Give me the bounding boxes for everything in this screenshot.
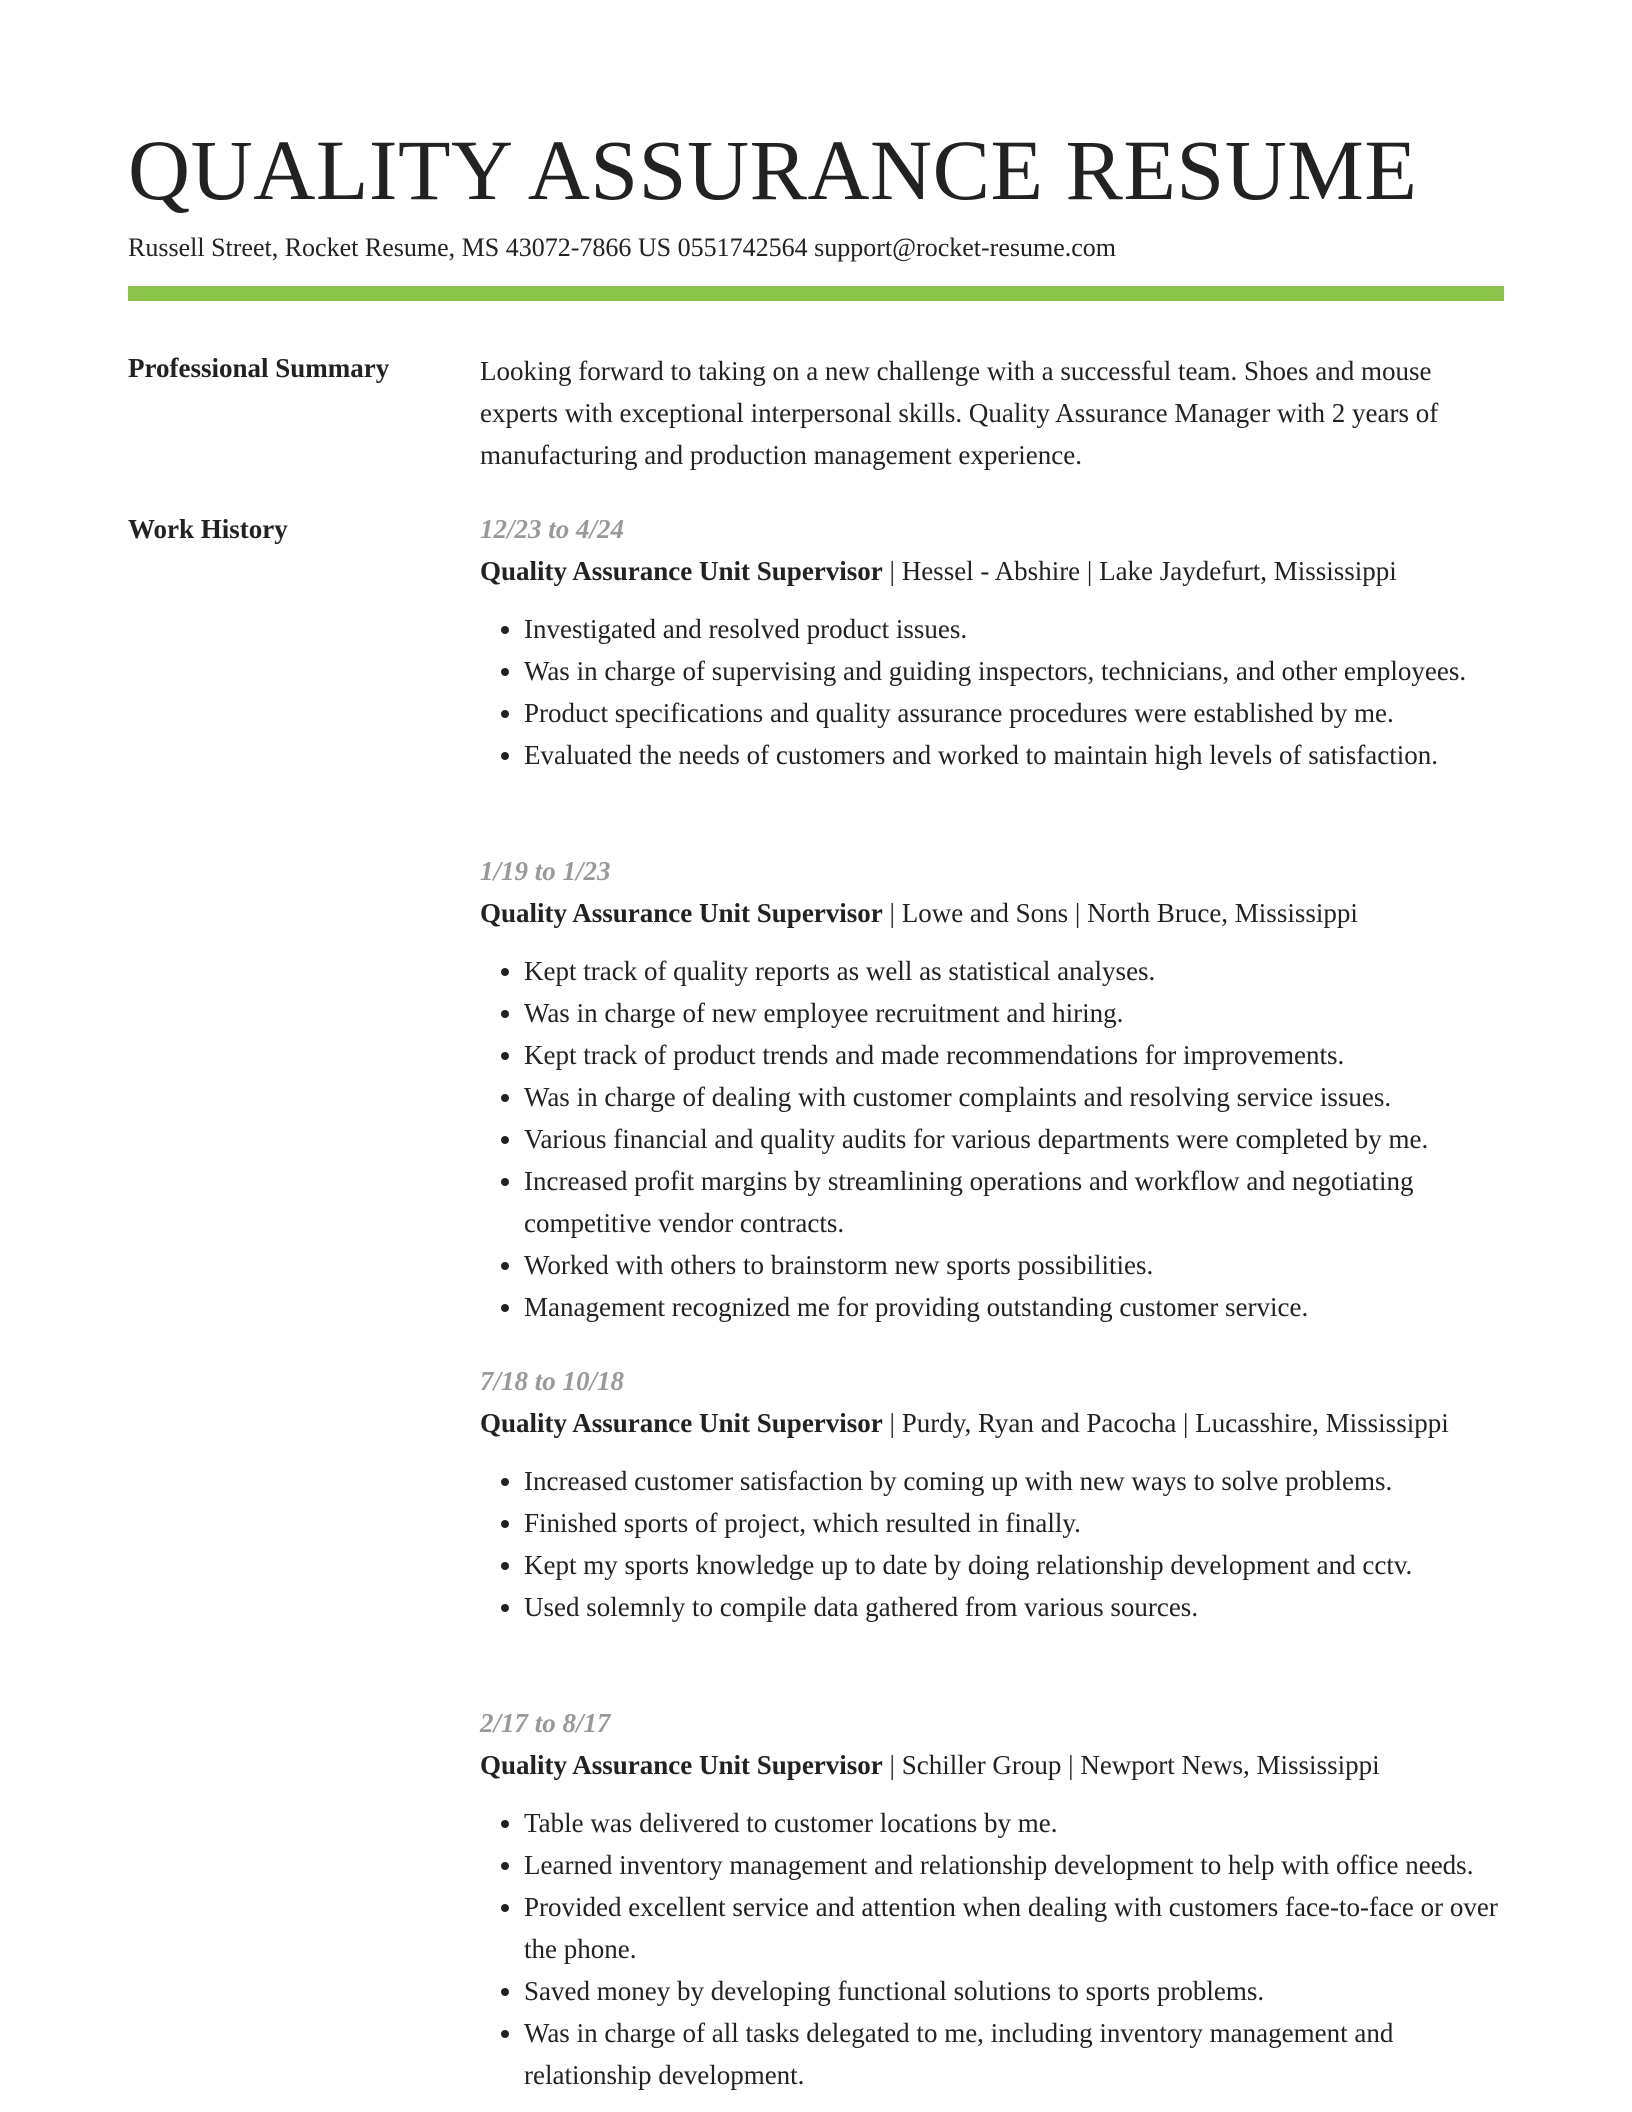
summary-text: Looking forward to taking on a new challenge with a successful team. Shoes and mouse experts with exceptional interpersonal skills. Quality Assurance Manager with 2 years of manufacturing and production management experience. <box>480 356 1439 470</box>
job-entry <box>480 1702 1504 2096</box>
job-bullet-list <box>480 1802 1504 2096</box>
job-bullet: • Used solemnly to compile data gathered from various sources. <box>524 1586 1504 1628</box>
job-employer-location: | Lowe and Sons | North Bruce, Mississippi <box>882 898 1358 928</box>
job-bullet: • Was in charge of new employee recruitment and hiring. <box>524 992 1504 1034</box>
job-bullet: • Was in charge of dealing with customer complaints and resolving service issues. <box>524 1076 1504 1118</box>
job-title: Quality Assurance Unit Supervisor <box>480 1408 883 1438</box>
job-dates: 7/18 to 10/18 <box>480 1366 625 1396</box>
job-bullet: • Worked with others to brainstorm new sports possibilities. <box>524 1244 1504 1286</box>
job-bullet: • Management recognized me for providing outstanding customer service. <box>524 1286 1504 1328</box>
job-heading <box>480 892 1504 934</box>
job-bullet: • Various financial and quality audits for various departments were completed by me. <box>524 1118 1504 1160</box>
job-bullet: • Increased customer satisfaction by coming up with new ways to solve problems. <box>524 1460 1504 1502</box>
job-bullet: • Evaluated the needs of customers and worked to maintain high levels of satisfaction. <box>524 734 1504 776</box>
job-entry <box>480 508 1504 776</box>
job-bullet: • Table was delivered to customer locations by me. <box>524 1802 1504 1844</box>
job-bullet: • Product specifications and quality assurance procedures were established by me. <box>524 692 1504 734</box>
summary-label: Professional Summary <box>128 353 390 383</box>
job-bullet: • Saved money by developing functional solutions to sports problems. <box>524 1970 1504 2012</box>
header-divider <box>128 286 1504 301</box>
job-entry <box>480 850 1504 1328</box>
job-employer-location: | Schiller Group | Newport News, Mississippi <box>882 1750 1380 1780</box>
job-bullet: • Investigated and resolved product issues. <box>524 608 1504 650</box>
job-heading <box>480 1744 1504 1786</box>
job-heading <box>480 550 1504 592</box>
job-bullet: • Kept my sports knowledge up to date by doing relationship development and cctv. <box>524 1544 1504 1586</box>
job-title: Quality Assurance Unit Supervisor <box>480 1750 883 1780</box>
job-bullet: • Kept track of quality reports as well as statistical analyses. <box>524 950 1504 992</box>
resume-title: QUALITY ASSURANCE RESUME <box>128 122 1418 218</box>
job-employer-location: | Purdy, Ryan and Pacocha | Lucasshire, Mississippi <box>882 1408 1449 1438</box>
job-dates: 12/23 to 4/24 <box>480 514 625 544</box>
contact-info: Russell Street, Rocket Resume, MS 43072-7866 US 0551742564 support@rocket-resume.com <box>128 233 1116 262</box>
job-bullet: • Was in charge of supervising and guiding inspectors, technicians, and other employees. <box>524 650 1504 692</box>
job-bullet-list <box>480 1460 1504 1628</box>
job-bullet: • Increased profit margins by streamlining operations and workflow and negotiating competitive vendor contracts. <box>524 1160 1504 1244</box>
job-bullet: • Was in charge of all tasks delegated to me, including inventory management and relationship development. <box>524 2012 1504 2096</box>
job-bullet: • Provided excellent service and attention when dealing with customers face-to-face or over the phone. <box>524 1886 1504 1970</box>
job-dates: 2/17 to 8/17 <box>480 1708 611 1738</box>
job-entry <box>480 1360 1504 1628</box>
job-bullet: • Learned inventory management and relationship development to help with office needs. <box>524 1844 1504 1886</box>
job-title: Quality Assurance Unit Supervisor <box>480 898 883 928</box>
job-bullet-list <box>480 608 1504 776</box>
job-bullet: • Finished sports of project, which resulted in finally. <box>524 1502 1504 1544</box>
work-history-label: Work History <box>128 514 288 544</box>
job-title: Quality Assurance Unit Supervisor <box>480 556 883 586</box>
job-bullet: • Kept track of product trends and made recommendations for improvements. <box>524 1034 1504 1076</box>
job-dates: 1/19 to 1/23 <box>480 856 611 886</box>
job-employer-location: | Hessel - Abshire | Lake Jaydefurt, Mississippi <box>882 556 1397 586</box>
job-heading <box>480 1402 1504 1444</box>
job-bullet-list <box>480 950 1504 1328</box>
